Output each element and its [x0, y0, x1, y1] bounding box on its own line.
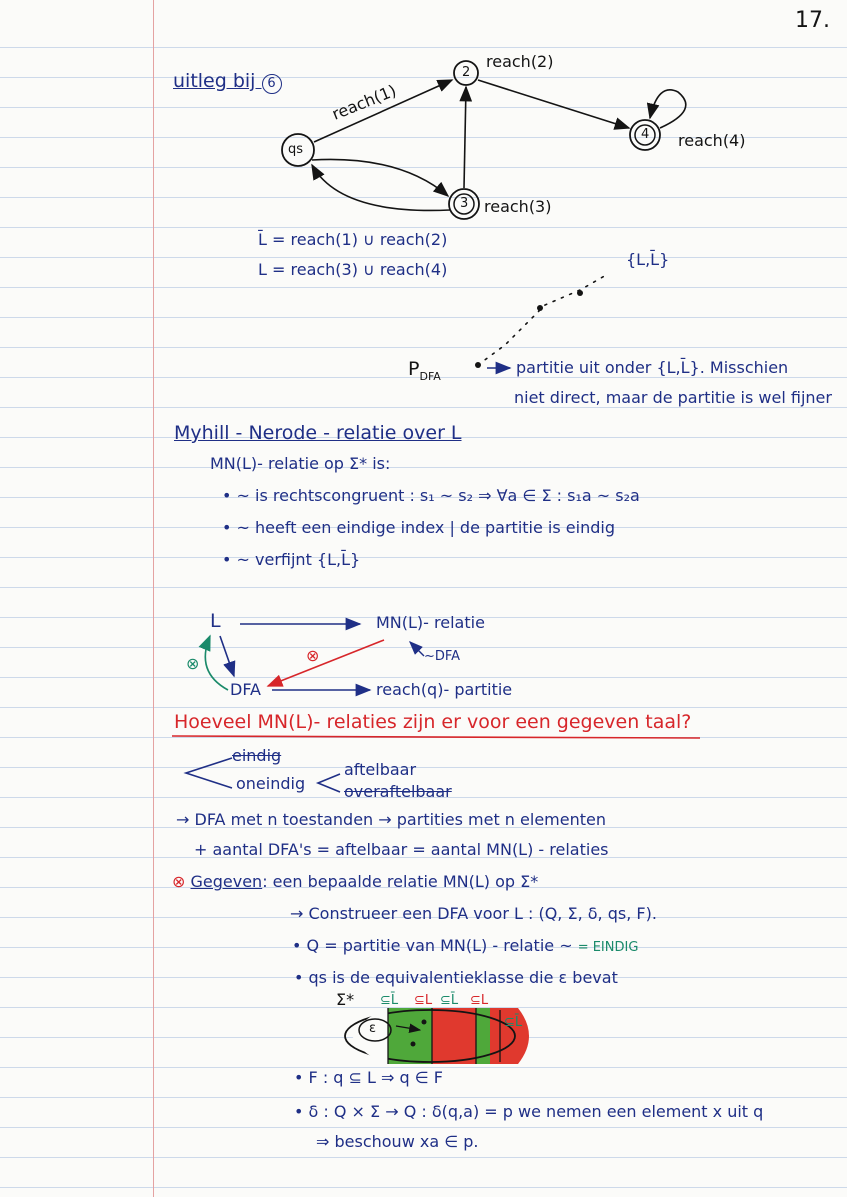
question-line-1: → DFA met n toestanden → partities met n elementen — [176, 810, 606, 829]
complement-equation: L̄ = reach(1) ∪ reach(2) — [258, 230, 448, 249]
rel-red-marker: ⊗ — [306, 646, 320, 665]
edge-4-loop — [650, 90, 686, 128]
rel-mn: MN(L)- relatie — [376, 613, 485, 632]
subset-label-5: ⊆L̄ — [504, 1015, 523, 1030]
arrow-mn-dfa — [268, 640, 384, 686]
rel-sim-dfa: ~DFA — [424, 649, 461, 664]
option-oneindig: oneindig — [236, 774, 306, 793]
option-eindig: eindig — [232, 746, 282, 765]
given-marker: ⊗ — [172, 872, 186, 891]
epsilon-label: ε — [369, 1021, 377, 1036]
qs-line: • qs is de equivalentieklasse die ε bevat — [294, 968, 618, 987]
edge-2-4 — [478, 80, 629, 128]
rel-reach: reach(q)- partitie — [376, 680, 513, 699]
question-underline — [172, 736, 700, 738]
delta-line: • δ : Q × Σ → Q : δ(q,a) = p we nemen een element x uit q — [294, 1102, 764, 1121]
bracket-eindig — [186, 758, 232, 788]
state-qs-label: qs — [288, 142, 304, 157]
subset-label-3: ⊆L̄ — [440, 993, 459, 1008]
rel-dfa: DFA — [230, 680, 261, 699]
language-equation: L = reach(3) ∪ reach(4) — [258, 260, 448, 279]
edge-3-2 — [464, 87, 466, 188]
pdfa-note-line1: partitie uit onder {L,L̄}. Misschien — [516, 358, 789, 377]
sigma-star-label: Σ* — [336, 990, 355, 1009]
question-title: Hoeveel MN(L)- relaties zijn er voor een gegeven taal? — [174, 711, 692, 733]
f-line: • F : q ⊆ L ⇒ q ∈ F — [294, 1068, 443, 1087]
rel-green-marker: ⊗ — [186, 654, 200, 673]
edge-qs-3 — [312, 159, 448, 196]
question-line-2: + aantal DFA's = aftelbaar = aantal MN(L) - relaties — [194, 840, 609, 859]
state-3-label: 3 — [460, 196, 469, 211]
given-label: Gegeven — [190, 872, 263, 891]
myhill-definition: MN(L)- relatie op Σ* is: — [210, 454, 391, 473]
myhill-bullet-1: • ~ is rechtscongruent : s₁ ~ s₂ ⇒ ∀a ∈ Σ : s₁a ~ s₂a — [222, 486, 640, 505]
q-finite-note: = EINDIG — [577, 940, 639, 955]
automaton-title: uitleg bij 6 — [173, 72, 282, 94]
arrow-dfa-L — [205, 636, 228, 690]
title-ref-circle: 6 — [262, 74, 282, 94]
rel-L: L — [210, 610, 221, 632]
pdfa-label: $P_{DFA}$ — [408, 358, 441, 383]
top-partition: {L,L̄} — [626, 250, 670, 269]
page-number: 17. — [795, 8, 830, 33]
given-text: : een bepaalde relatie MN(L) op Σ* — [262, 872, 539, 891]
q-line: • Q = partitie van MN(L) - relatie ~ = EINDIG — [292, 936, 639, 955]
edge-label-reach3: reach(3) — [484, 197, 552, 216]
delta-line-2: ⇒ beschouw xa ∈ p. — [316, 1132, 479, 1151]
option-overaftelbaar: overaftelbaar — [344, 782, 452, 801]
arrow-L-dfa — [220, 636, 234, 676]
myhill-title: Myhill - Nerode - relatie over L — [174, 422, 462, 444]
cell-2 — [432, 1008, 476, 1064]
state-2-label: 2 — [462, 65, 471, 80]
state-4-label: 4 — [641, 127, 650, 142]
myhill-bullet-2: • ~ heeft een eindige index | de partitie is eindig — [222, 518, 615, 537]
subset-label-1: ⊆L̄ — [380, 993, 399, 1008]
pdfa-note-line2: niet direct, maar de partitie is wel fijner — [514, 388, 832, 407]
subset-label-2: ⊆L — [414, 993, 433, 1008]
edge-3-qs — [312, 165, 450, 210]
edge-label-reach1: reach(1) — [329, 80, 399, 124]
given-line — [172, 874, 538, 890]
myhill-bullet-3: • ~ verfijnt {L,L̄} — [222, 550, 361, 569]
refinement-chain — [478, 274, 608, 365]
option-aftelbaar: aftelbaar — [344, 760, 417, 779]
bracket-aftelbaar — [318, 774, 340, 792]
arrow-simdfa — [410, 642, 424, 656]
construct-line: → Construeer een DFA voor L : (Q, Σ, δ, qs, F). — [290, 904, 657, 923]
edge-label-reach4: reach(4) — [678, 131, 746, 150]
subset-label-4: ⊆L — [470, 993, 489, 1008]
cell-1 — [388, 1008, 432, 1064]
edge-label-reach2: reach(2) — [486, 52, 554, 71]
